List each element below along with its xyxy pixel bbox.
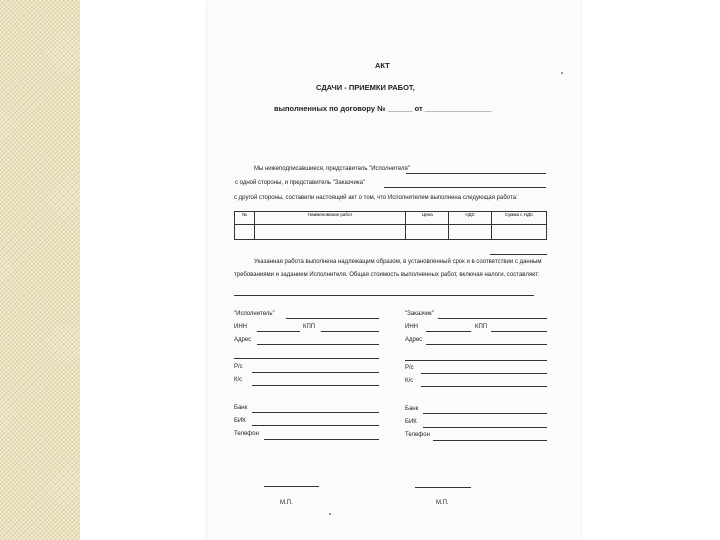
executor-address-label: Адрес <box>234 337 252 343</box>
intro-text-3: с другой стороны, составили настоящий акт о том, что Исполнителем выполнена следующая работа: <box>234 195 518 201</box>
customer-address-field-2 <box>405 360 547 361</box>
executor-address-field <box>257 344 379 345</box>
executor-rs-label: Р/с <box>234 364 243 370</box>
table-header-cell: Цена <box>406 212 449 225</box>
table-header-cell: Сумма с НДС <box>492 212 547 225</box>
customer-signature-field <box>415 487 471 488</box>
executor-phone-label: Телефон <box>234 431 259 437</box>
customer-ks-field <box>421 386 547 387</box>
customer-address-field <box>426 344 547 345</box>
executor-phone-field <box>264 439 379 440</box>
total-amount-field <box>234 295 534 296</box>
executor-bik-field <box>252 425 379 426</box>
executor-inn-field <box>257 331 300 332</box>
table-header-cell: № <box>235 212 255 225</box>
customer-kpp-field <box>491 331 547 332</box>
executor-stamp-label: М.П. <box>280 500 293 506</box>
customer-inn-field <box>426 331 471 332</box>
executor-rs-field <box>252 372 379 373</box>
intro-text-2: с одной стороны, и представитель "Заказчика" <box>235 180 366 186</box>
table-row <box>235 225 547 240</box>
executor-kpp-field <box>321 331 379 332</box>
total-row-line <box>490 254 547 255</box>
works-table <box>234 211 547 240</box>
table-header-cell: НДС <box>449 212 492 225</box>
executor-name-field <box>286 318 379 319</box>
customer-phone-label: Телефон <box>405 432 430 438</box>
document-page <box>207 0 581 540</box>
conclusion-text-2: требованиями и заданием Исполнителя. Общая стоимость выполненных работ, включая налоги, составляет: <box>234 272 540 278</box>
conclusion-text-1: Указанная работа выполнена надлежащим образом, в установленный срок и в соответствии с данным <box>254 259 542 265</box>
customer-bik-label: БИК <box>405 419 417 425</box>
customer-label: "Заказчик" <box>405 311 434 317</box>
executor-ks-field <box>252 385 379 386</box>
customer-ks-label: К/с <box>405 378 414 384</box>
executor-bank-label: Банк <box>234 405 248 411</box>
customer-rs-label: Р/с <box>405 365 414 371</box>
customer-bank-label: Банк <box>405 406 419 412</box>
executor-bank-field <box>252 412 379 413</box>
scan-speck <box>329 513 331 515</box>
customer-address-label: Адрес <box>405 337 423 343</box>
executor-label: "Исполнитель" <box>234 311 275 317</box>
customer-kpp-label: КПП <box>475 324 488 330</box>
customer-bank-field <box>423 413 547 414</box>
intro-text-1: Мы нижеподписавшиеся, представитель "Исполнителя" <box>254 166 410 172</box>
contract-line: выполненных по договору № ______ от ________________ <box>274 104 492 113</box>
executor-inn-label: ИНН <box>234 324 247 330</box>
executor-ks-label: К/с <box>234 377 243 383</box>
executor-bik-label: БИК <box>234 418 246 424</box>
customer-rs-field <box>421 373 547 374</box>
customer-rep-field <box>384 187 546 188</box>
executor-signature-field <box>264 486 319 487</box>
customer-name-field <box>438 318 547 319</box>
table-header-cell: Наименование работ <box>254 212 405 225</box>
customer-bik-field <box>423 427 547 428</box>
doc-title: АКТ <box>375 61 390 70</box>
scan-speck <box>561 72 563 74</box>
customer-inn-label: ИНН <box>405 324 418 330</box>
doc-subtitle: СДАЧИ - ПРИЕМКИ РАБОТ, <box>316 83 415 92</box>
executor-address-field-2 <box>234 358 379 359</box>
executor-rep-field <box>406 173 546 174</box>
customer-stamp-label: М.П. <box>436 500 449 506</box>
decorative-pattern-strip <box>0 0 80 540</box>
executor-kpp-label: КПП <box>303 324 316 330</box>
customer-phone-field <box>433 440 547 441</box>
